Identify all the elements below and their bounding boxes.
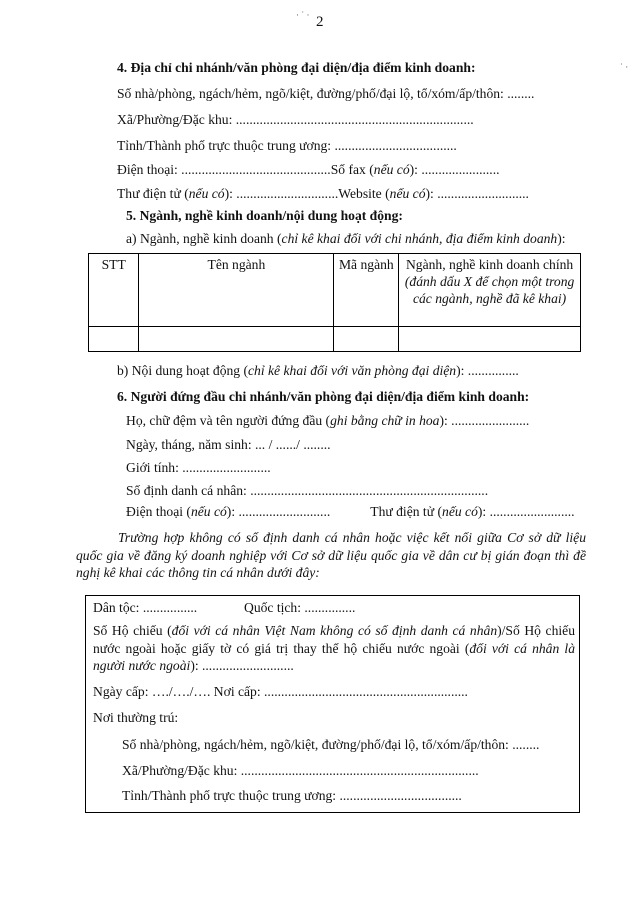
box-ethnic: Dân tộc: ................ (93, 600, 198, 615)
section4-ward: Xã/Phường/Đặc khu: ...................................................................... (117, 112, 474, 127)
table-header-row (89, 254, 581, 327)
box-nationality: Quốc tịch: ............... (244, 600, 356, 615)
page-number: 2 (316, 14, 324, 30)
section4-street: Số nhà/phòng, ngách/hẻm, ngõ/kiệt, đường/phố/đại lộ, tổ/xóm/ấp/thôn: ........ (117, 86, 535, 101)
box-issue: Ngày cấp: …./…./…. Nơi cấp: ............................................................ (93, 684, 468, 699)
scan-noise: ˙ · (620, 62, 629, 72)
section5-heading: 5. Ngành, nghề kinh doanh/nội dung hoạt động: (126, 208, 403, 223)
box-province: Tỉnh/Thành phố trực thuộc trung ương: .................................... (122, 788, 462, 803)
box-passport: Số Hộ chiếu (đối với cá nhân Việt Nam không có số định danh cá nhân)/Số Hộ chiếu nước ngoài hoặc giấy tờ có giá trị thay thế hộ chiếu nước ngoài (đối với cá nhân là người nước ngoài): ........................... (93, 623, 575, 673)
section6-gender: Giới tính: .......................... (126, 460, 271, 475)
section5-sub-b: b) Nội dung hoạt động (chỉ kê khai đối với văn phòng đại diện): ............... (117, 363, 519, 378)
section6-heading: 6. Người đứng đầu chi nhánh/văn phòng đại diện/địa điểm kinh doanh: (117, 389, 530, 404)
scan-noise: · ˙ · (296, 10, 310, 20)
col-stt: STT (89, 254, 139, 327)
section6-id: Số định danh cá nhân: ...................................................................... (126, 483, 489, 498)
box-street: Số nhà/phòng, ngách/hẻm, ngõ/kiệt, đường/phố/đại lộ, tổ/xóm/ấp/thôn: ........ (122, 737, 540, 752)
note-paragraph: Trường hợp không có số định danh cá nhân hoặc việc kết nối giữa Cơ sở dữ liệu quốc gia về đăng ký doanh nghiệp với Cơ sở dữ liệu quốc gia về dân cư bị gián đoạn thì đề nghị kê khai các thông tin cá nhân dưới đây: (76, 530, 586, 580)
col-ten-nganh: Tên ngành (139, 254, 334, 327)
col-nganh-chinh: Ngành, nghề kinh doanh chính (đánh dấu X để chọn một trong các ngành, nghề đã kê khai) (399, 254, 581, 327)
section6-phone-email: Điện thoại (nếu có): ........................... Thư điện tử (nếu có): ......................... (126, 504, 575, 519)
section4-phone: Điện thoại: ............................................Số fax (nếu có): ....................... (117, 162, 500, 177)
business-lines-table (88, 253, 581, 352)
section5-sub-a: a) Ngành, nghề kinh doanh (chỉ kê khai đối với chi nhánh, địa điểm kinh doanh): (126, 231, 566, 246)
col-ma-nganh: Mã ngành (334, 254, 399, 327)
section4-email-website: Thư điện tử (nếu có): ..............................Website (nếu có): ........................... (117, 186, 529, 201)
section4-heading: 4. Địa chỉ chi nhánh/văn phòng đại diện/địa điểm kinh doanh: (117, 60, 476, 75)
table-row (89, 327, 581, 352)
section6-name: Họ, chữ đệm và tên người đứng đầu (ghi bằng chữ in hoa): ....................... (126, 413, 530, 428)
box-residence: Nơi thường trú: (93, 710, 179, 725)
section4-province: Tỉnh/Thành phố trực thuộc trung ương: .................................... (117, 138, 457, 153)
section6-dob: Ngày, tháng, năm sinh: ... / ....../ ........ (126, 437, 331, 452)
box-ward: Xã/Phường/Đặc khu: ...................................................................... (122, 763, 479, 778)
